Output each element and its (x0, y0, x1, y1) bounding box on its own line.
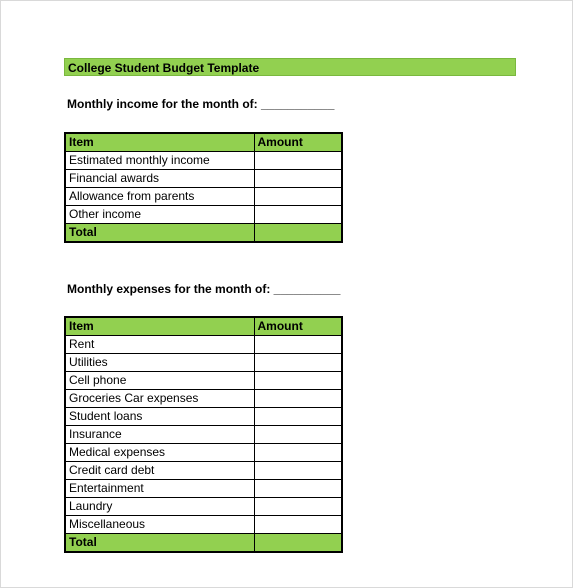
income-amount-cell[interactable] (254, 170, 342, 188)
expense-amount-cell[interactable] (254, 426, 342, 444)
expenses-header-row (65, 317, 342, 336)
expense-item-cell[interactable]: Rent (65, 336, 254, 354)
table-row (65, 498, 342, 516)
expenses-heading: Monthly expenses for the month of: __________ (67, 282, 341, 296)
expense-amount-cell[interactable] (254, 498, 342, 516)
expenses-total-row (65, 534, 342, 553)
expense-item-cell[interactable]: Utilities (65, 354, 254, 372)
expense-amount-cell[interactable] (254, 372, 342, 390)
expense-amount-cell[interactable] (254, 516, 342, 534)
expenses-col-item: Item (65, 317, 254, 336)
income-total-row (65, 224, 342, 243)
expense-item-cell[interactable]: Cell phone (65, 372, 254, 390)
expense-amount-cell[interactable] (254, 408, 342, 426)
income-total-amount[interactable] (254, 224, 342, 243)
table-row (65, 336, 342, 354)
expenses-col-amount: Amount (254, 317, 342, 336)
table-row (65, 408, 342, 426)
expense-amount-cell[interactable] (254, 336, 342, 354)
expense-amount-cell[interactable] (254, 444, 342, 462)
table-row (65, 170, 342, 188)
income-col-amount: Amount (254, 133, 342, 152)
table-row (65, 390, 342, 408)
expenses-table (64, 316, 343, 553)
expense-item-cell[interactable]: Credit card debt (65, 462, 254, 480)
table-row (65, 516, 342, 534)
income-amount-cell[interactable] (254, 152, 342, 170)
income-heading: Monthly income for the month of: ___________ (67, 97, 335, 111)
expenses-total-label: Total (65, 534, 254, 553)
income-item-cell[interactable]: Financial awards (65, 170, 254, 188)
expense-item-cell[interactable]: Insurance (65, 426, 254, 444)
income-item-cell[interactable]: Estimated monthly income (65, 152, 254, 170)
table-row (65, 354, 342, 372)
income-amount-cell[interactable] (254, 188, 342, 206)
income-col-item: Item (65, 133, 254, 152)
income-total-label: Total (65, 224, 254, 243)
income-table (64, 132, 343, 243)
expense-amount-cell[interactable] (254, 354, 342, 372)
expense-amount-cell[interactable] (254, 390, 342, 408)
budget-title: College Student Budget Template (64, 58, 516, 76)
income-item-cell[interactable]: Other income (65, 206, 254, 224)
expense-item-cell[interactable]: Groceries Car expenses (65, 390, 254, 408)
expense-amount-cell[interactable] (254, 462, 342, 480)
table-row (65, 480, 342, 498)
income-item-cell[interactable]: Allowance from parents (65, 188, 254, 206)
expense-item-cell[interactable]: Laundry (65, 498, 254, 516)
income-header-row (65, 133, 342, 152)
expense-item-cell[interactable]: Medical expenses (65, 444, 254, 462)
table-row (65, 426, 342, 444)
table-row (65, 152, 342, 170)
expense-item-cell[interactable]: Miscellaneous (65, 516, 254, 534)
expenses-total-amount[interactable] (254, 534, 342, 553)
income-amount-cell[interactable] (254, 206, 342, 224)
expense-amount-cell[interactable] (254, 480, 342, 498)
expense-item-cell[interactable]: Student loans (65, 408, 254, 426)
table-row (65, 372, 342, 390)
table-row (65, 444, 342, 462)
table-row (65, 188, 342, 206)
table-row (65, 462, 342, 480)
expense-item-cell[interactable]: Entertainment (65, 480, 254, 498)
table-row (65, 206, 342, 224)
